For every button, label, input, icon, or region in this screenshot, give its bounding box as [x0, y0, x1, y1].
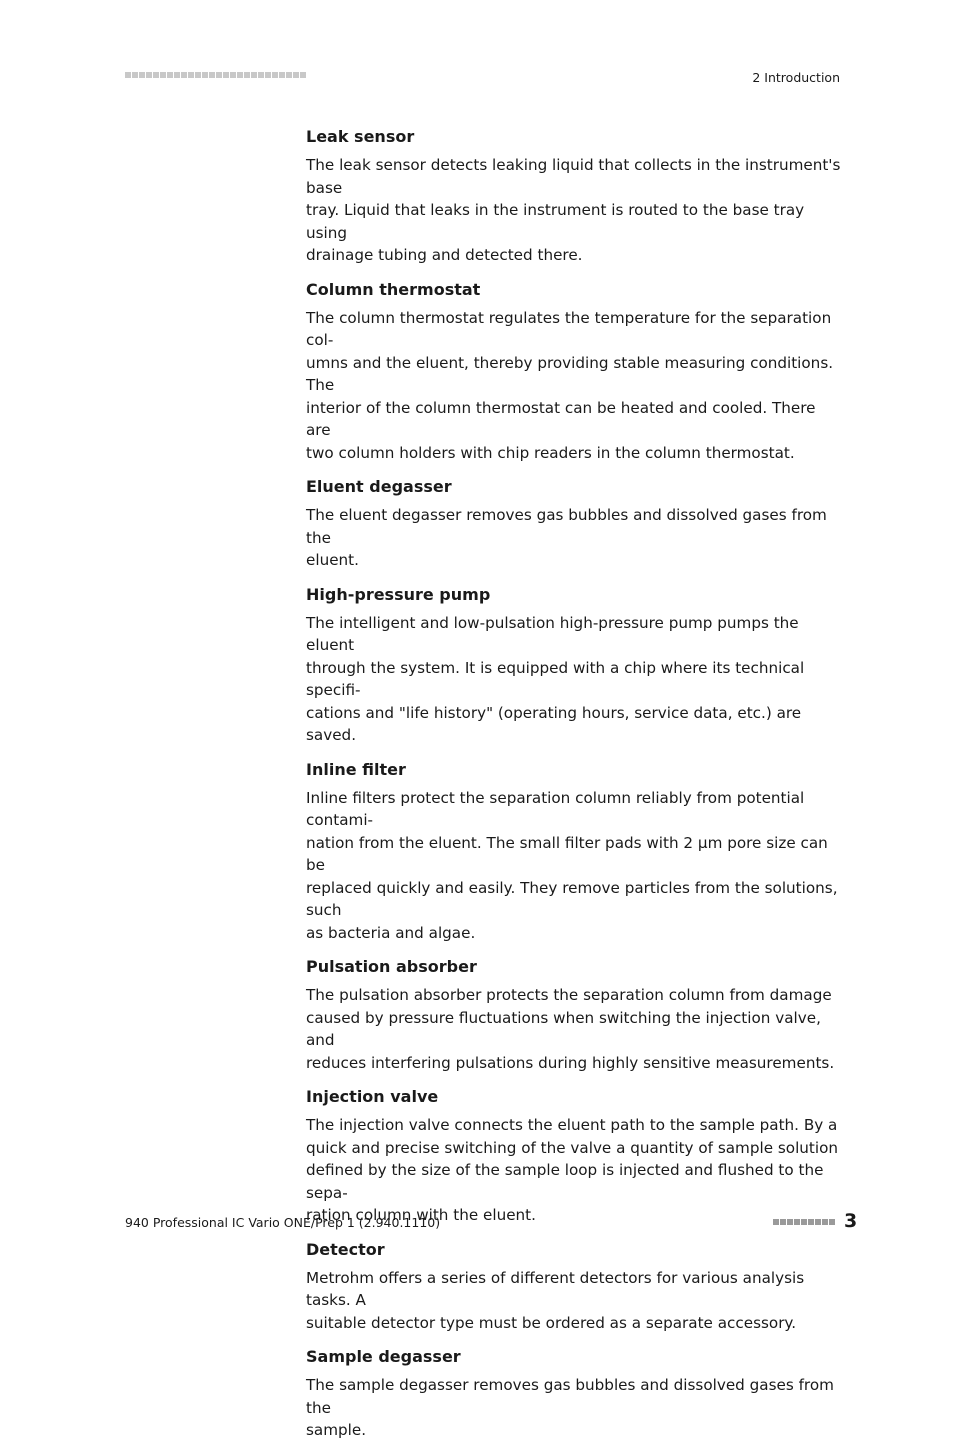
decoration-square: [815, 1219, 821, 1225]
decoration-square: [139, 72, 145, 78]
section-leak-sensor: [306, 126, 842, 267]
section-body: The column thermostat regulates the temperature for the separation col- umns and the eluent, thereby providing stable measuring conditions. The interior of the column thermostat can be heated and cooled. There are two column holders with chip readers in the column thermostat.: [306, 308, 834, 462]
decoration-square: [293, 72, 299, 78]
section-heading: Detector: [306, 1239, 385, 1259]
decoration-square: [801, 1219, 807, 1225]
section-heading: Eluent degasser: [306, 477, 452, 496]
decoration-square: [223, 72, 229, 78]
decoration-square: [808, 1219, 814, 1225]
header-decoration: [125, 72, 306, 78]
section-inline-filter: [306, 759, 842, 945]
section-body: The sample degasser removes gas bubbles and dissolved gases from the sample.: [306, 1376, 834, 1439]
decoration-square: [209, 72, 215, 78]
section-heading: Injection valve: [306, 1087, 439, 1106]
decoration-square: [125, 72, 131, 78]
section-injection-valve: [306, 1086, 842, 1227]
section-heading: Leak sensor: [306, 127, 415, 146]
decoration-square: [244, 72, 250, 78]
decoration-square: [251, 72, 257, 78]
section-body: The eluent degasser removes gas bubbles and dissolved gases from the eluent.: [306, 506, 827, 569]
decoration-square: [829, 1219, 835, 1225]
chapter-title: 2 Introduction: [752, 70, 840, 85]
decoration-square: [132, 72, 138, 78]
decoration-square: [146, 72, 152, 78]
decoration-square: [780, 1219, 786, 1225]
decoration-square: [300, 72, 306, 78]
section-heading: Sample degasser: [306, 1347, 461, 1366]
decoration-square: [794, 1219, 800, 1225]
decoration-square: [279, 72, 285, 78]
decoration-square: [160, 72, 166, 78]
section-body: The leak sensor detects leaking liquid that collects in the instrument's base tray. Liquid that leaks in the instrument is routed to the base tray using drainage tubing and detected there.: [306, 156, 841, 264]
decoration-square: [195, 72, 201, 78]
decoration-square: [258, 72, 264, 78]
decoration-square: [202, 72, 208, 78]
main-content: [306, 126, 842, 1454]
section-body: The pulsation absorber protects the separation column from damage caused by pressure fluctuations when switching the injection valve, and reduces interfering pulsations during highly sensitive measurements.: [306, 986, 835, 1072]
section-sample-degasser: [306, 1346, 842, 1442]
decoration-square: [167, 72, 173, 78]
section-heading: Column thermostat: [306, 279, 481, 299]
section-high-pressure-pump: [306, 584, 842, 747]
section-body: The injection valve connects the eluent path to the sample path. By a quick and precise switching of the valve a quantity of sample solution defined by the size of the sample loop is injected and flushed to the sepa- ration column with the eluent.: [306, 1116, 839, 1224]
decoration-square: [216, 72, 222, 78]
section-body: The intelligent and low-pulsation high-pressure pump pumps the eluent through the system. It is equipped with a chip where its technical specifi- cations and "life history" (operating hours, service data, etc.) are saved.: [306, 613, 805, 744]
decoration-square: [237, 72, 243, 78]
decoration-square: [773, 1219, 779, 1225]
footer-decoration: [773, 1219, 835, 1225]
section-heading: Inline filter: [306, 759, 406, 779]
decoration-square: [181, 72, 187, 78]
decoration-square: [230, 72, 236, 78]
decoration-square: [286, 72, 292, 78]
section-heading: Pulsation absorber: [306, 957, 477, 976]
decoration-square: [153, 72, 159, 78]
section-heading: High-pressure pump: [306, 584, 491, 604]
page-number: 3: [844, 1210, 858, 1232]
section-detector: [306, 1239, 842, 1335]
decoration-square: [265, 72, 271, 78]
decoration-square: [787, 1219, 793, 1225]
decoration-square: [174, 72, 180, 78]
section-pulsation-absorber: [306, 956, 842, 1074]
section-body: Inline filters protect the separation column reliably from potential contami- nation from the eluent. The small filter pads with 2 µm pore size can be replaced quickly and easily. They remove particles from the solutions, such as bacteria and algae.: [306, 788, 838, 942]
decoration-square: [272, 72, 278, 78]
decoration-square: [822, 1219, 828, 1225]
decoration-square: [188, 72, 194, 78]
section-column-thermostat: [306, 279, 842, 465]
section-eluent-degasser: [306, 476, 842, 572]
footer-product-title: 940 Professional IC Vario ONE/Prep 1 (2.940.1110): [125, 1215, 441, 1230]
section-body: Metrohm offers a series of different detectors for various analysis tasks. A suitable detector type must be ordered as a separate accessory.: [306, 1268, 805, 1332]
